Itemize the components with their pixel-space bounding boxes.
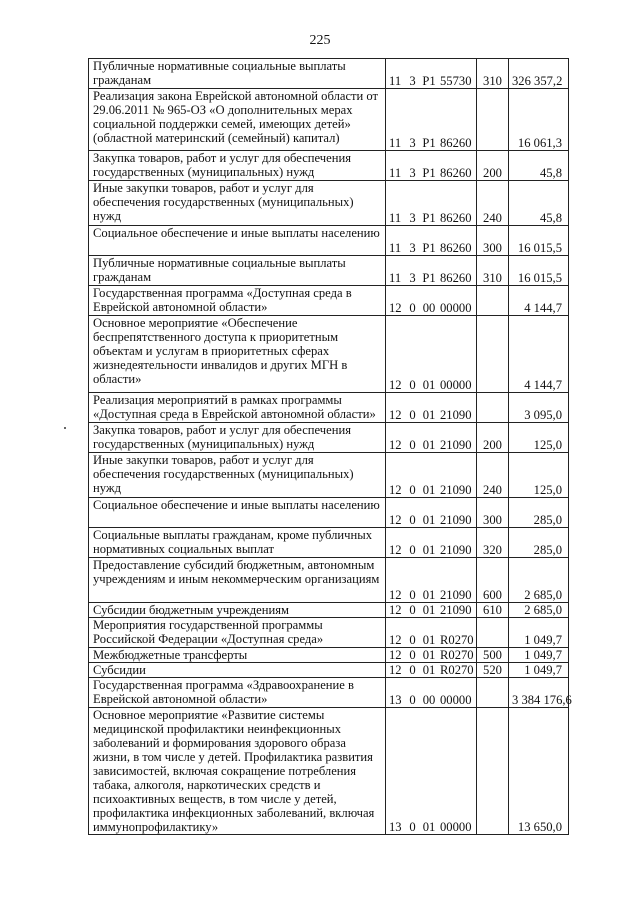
row-expense-type bbox=[477, 708, 509, 835]
code-part: Р1 bbox=[422, 271, 436, 285]
row-amount: 13 650,0 bbox=[509, 708, 569, 835]
row-code bbox=[386, 256, 477, 286]
table-row bbox=[89, 226, 569, 256]
code-part: 12 bbox=[389, 301, 402, 315]
code-part: Р1 bbox=[422, 74, 436, 88]
code-part: 01 bbox=[422, 603, 436, 617]
row-name: Межбюджетные трансферты bbox=[89, 648, 386, 663]
row-name: Основное мероприятие «Развитие системы медицинской профилактики неинфекционных заболеваний и формирования здорового образа жизни, в том числе у детей. Профилактика развития зависимостей, включая сокращение потребления табака, алкоголя, наркотических средств и психоактивных веществ, в том числе у детей, профилактика инфекционных заболеваний, включая иммунопрофилактику» bbox=[89, 708, 386, 835]
table-row bbox=[89, 181, 569, 226]
code-part: Р1 bbox=[422, 136, 436, 150]
row-code bbox=[386, 618, 477, 648]
row-expense-type: 610 bbox=[477, 603, 509, 618]
code-part: 0 bbox=[409, 483, 416, 497]
code-part: 11 bbox=[389, 241, 402, 255]
row-amount: 1 049,7 bbox=[509, 663, 569, 678]
row-name: Реализация мероприятий в рамках программы «Доступная среда в Еврейской автономной области» bbox=[89, 393, 386, 423]
code-part: 01 bbox=[422, 820, 436, 834]
table-row bbox=[89, 453, 569, 498]
table-row bbox=[89, 256, 569, 286]
code-part: 21090 bbox=[440, 513, 472, 527]
budget-table-body bbox=[89, 59, 572, 835]
row-amount: 16 015,5 bbox=[509, 256, 569, 286]
row-name: Иные закупки товаров, работ и услуг для обеспечения государственных (муниципальных) нужд bbox=[89, 453, 386, 498]
code-part: 21090 bbox=[440, 543, 472, 557]
code-part: 12 bbox=[389, 408, 402, 422]
code-part: 0 bbox=[409, 633, 416, 647]
code-part: 11 bbox=[389, 166, 402, 180]
code-part: 3 bbox=[409, 211, 416, 225]
row-code bbox=[386, 226, 477, 256]
code-part: 01 bbox=[422, 633, 436, 647]
code-part: 11 bbox=[389, 74, 402, 88]
row-name: Мероприятия государственной программы Российской Федерации «Доступная среда» bbox=[89, 618, 386, 648]
budget-table bbox=[88, 58, 572, 835]
row-name: Закупка товаров, работ и услуг для обеспечения государственных (муниципальных) нужд bbox=[89, 151, 386, 181]
row-code bbox=[386, 708, 477, 835]
row-expense-type: 200 bbox=[477, 423, 509, 453]
code-part: 86260 bbox=[440, 166, 472, 180]
code-part: 3 bbox=[409, 74, 416, 88]
row-code bbox=[386, 558, 477, 603]
row-name: Иные закупки товаров, работ и услуг для обеспечения государственных (муниципальных) нужд bbox=[89, 181, 386, 226]
table-row bbox=[89, 393, 569, 423]
code-part: 11 bbox=[389, 271, 402, 285]
code-part: 0 bbox=[409, 820, 416, 834]
table-row bbox=[89, 286, 569, 316]
code-part: 0 bbox=[409, 588, 416, 602]
row-code bbox=[386, 528, 477, 558]
code-part: 00000 bbox=[440, 301, 472, 315]
code-part: 01 bbox=[422, 378, 436, 392]
code-part: 00000 bbox=[440, 820, 472, 834]
table-row bbox=[89, 678, 569, 708]
table-row bbox=[89, 618, 569, 648]
row-expense-type: 320 bbox=[477, 528, 509, 558]
code-part: 00000 bbox=[440, 378, 472, 392]
code-part: 55730 bbox=[440, 74, 472, 88]
code-part: 3 bbox=[409, 166, 416, 180]
row-code bbox=[386, 603, 477, 618]
code-part: 21090 bbox=[440, 483, 472, 497]
code-part: 86260 bbox=[440, 271, 472, 285]
row-amount: 16 061,3 bbox=[509, 89, 569, 151]
code-part: 12 bbox=[389, 588, 402, 602]
row-amount: 125,0 bbox=[509, 453, 569, 498]
row-name: Социальные выплаты гражданам, кроме публичных нормативных социальных выплат bbox=[89, 528, 386, 558]
row-expense-type: 300 bbox=[477, 226, 509, 256]
code-part: 12 bbox=[389, 603, 402, 617]
code-part: 21090 bbox=[440, 588, 472, 602]
code-part: 01 bbox=[422, 543, 436, 557]
table-row bbox=[89, 59, 569, 89]
code-part: 3 bbox=[409, 136, 416, 150]
table-row bbox=[89, 151, 569, 181]
code-part: 13 bbox=[389, 693, 402, 707]
code-part: 00 bbox=[422, 693, 436, 707]
code-part: 21090 bbox=[440, 603, 472, 617]
row-name: Предоставление субсидий бюджетным, автономным учреждениям и иным некоммерческим организациям bbox=[89, 558, 386, 603]
row-name: Публичные нормативные социальные выплаты гражданам bbox=[89, 256, 386, 286]
row-amount: 3 095,0 bbox=[509, 393, 569, 423]
code-part: 0 bbox=[409, 603, 416, 617]
code-part: 0 bbox=[409, 543, 416, 557]
row-expense-type: 310 bbox=[477, 256, 509, 286]
row-expense-type: 520 bbox=[477, 663, 509, 678]
code-part: 0 bbox=[409, 663, 416, 677]
code-part: 12 bbox=[389, 663, 402, 677]
code-part: 0 bbox=[409, 513, 416, 527]
row-amount: 16 015,5 bbox=[509, 226, 569, 256]
code-part: 0 bbox=[409, 438, 416, 452]
code-part: 00000 bbox=[440, 693, 472, 707]
row-expense-type: 310 bbox=[477, 59, 509, 89]
table-row bbox=[89, 316, 569, 393]
scan-speck bbox=[64, 427, 66, 429]
code-part: 11 bbox=[389, 211, 402, 225]
row-expense-type: 600 bbox=[477, 558, 509, 603]
row-expense-type: 500 bbox=[477, 648, 509, 663]
code-part: 86260 bbox=[440, 136, 472, 150]
code-part: R0270 bbox=[440, 633, 474, 647]
code-part: 86260 bbox=[440, 211, 472, 225]
row-name: Субсидии бюджетным учреждениям bbox=[89, 603, 386, 618]
code-part: Р1 bbox=[422, 211, 436, 225]
code-part: 21090 bbox=[440, 438, 472, 452]
row-amount: 285,0 bbox=[509, 528, 569, 558]
code-part: Р1 bbox=[422, 241, 436, 255]
row-name: Реализация закона Еврейской автономной области от 29.06.2011 № 965-ОЗ «О дополнительных мерах социальной поддержки семей, имеющих детей» (областной материнский (семейный) капитал) bbox=[89, 89, 386, 151]
code-part: 00 bbox=[422, 301, 436, 315]
code-part: 86260 bbox=[440, 241, 472, 255]
table-row bbox=[89, 663, 569, 678]
row-amount: 4 144,7 bbox=[509, 316, 569, 393]
code-part: 01 bbox=[422, 588, 436, 602]
code-part: R0270 bbox=[440, 648, 474, 662]
row-expense-type: 200 bbox=[477, 151, 509, 181]
row-code bbox=[386, 59, 477, 89]
row-name: Основное мероприятие «Обеспечение беспрепятственного доступа к приоритетным объектам и услугам в приоритетных сферах жизнедеятельности инвалидов и других МГН в области» bbox=[89, 316, 386, 393]
code-part: 11 bbox=[389, 136, 402, 150]
row-name: Государственная программа «Доступная среда в Еврейской автономной области» bbox=[89, 286, 386, 316]
code-part: 0 bbox=[409, 301, 416, 315]
table-row bbox=[89, 89, 569, 151]
row-amount: 45,8 bbox=[509, 181, 569, 226]
row-amount: 326 357,2 bbox=[509, 59, 569, 89]
row-name: Социальное обеспечение и иные выплаты населению bbox=[89, 226, 386, 256]
row-amount: 285,0 bbox=[509, 498, 569, 528]
row-name: Публичные нормативные социальные выплаты гражданам bbox=[89, 59, 386, 89]
row-expense-type: 240 bbox=[477, 453, 509, 498]
row-code bbox=[386, 316, 477, 393]
row-code bbox=[386, 678, 477, 708]
code-part: Р1 bbox=[422, 166, 436, 180]
table-row bbox=[89, 528, 569, 558]
row-amount: 4 144,7 bbox=[509, 286, 569, 316]
row-name: Субсидии bbox=[89, 663, 386, 678]
code-part: 3 bbox=[409, 241, 416, 255]
code-part: 12 bbox=[389, 543, 402, 557]
row-amount: 45,8 bbox=[509, 151, 569, 181]
code-part: 12 bbox=[389, 483, 402, 497]
row-code bbox=[386, 151, 477, 181]
row-code bbox=[386, 498, 477, 528]
row-code bbox=[386, 423, 477, 453]
code-part: 12 bbox=[389, 438, 402, 452]
code-part: 01 bbox=[422, 513, 436, 527]
table-row bbox=[89, 648, 569, 663]
row-code bbox=[386, 393, 477, 423]
row-code bbox=[386, 453, 477, 498]
row-amount: 1 049,7 bbox=[509, 618, 569, 648]
code-part: 01 bbox=[422, 408, 436, 422]
table-row bbox=[89, 498, 569, 528]
code-part: 01 bbox=[422, 663, 436, 677]
code-part: 13 bbox=[389, 820, 402, 834]
code-part: 12 bbox=[389, 648, 402, 662]
row-name: Закупка товаров, работ и услуг для обеспечения государственных (муниципальных) нужд bbox=[89, 423, 386, 453]
code-part: 0 bbox=[409, 693, 416, 707]
row-name: Социальное обеспечение и иные выплаты населению bbox=[89, 498, 386, 528]
row-code bbox=[386, 663, 477, 678]
row-code bbox=[386, 648, 477, 663]
code-part: R0270 bbox=[440, 663, 474, 677]
code-part: 0 bbox=[409, 648, 416, 662]
page-number: 225 bbox=[309, 33, 331, 48]
table-row bbox=[89, 423, 569, 453]
row-code bbox=[386, 89, 477, 151]
code-part: 0 bbox=[409, 408, 416, 422]
table-row bbox=[89, 708, 569, 835]
row-amount: 2 685,0 bbox=[509, 558, 569, 603]
code-part: 01 bbox=[422, 438, 436, 452]
code-part: 3 bbox=[409, 271, 416, 285]
row-expense-type: 300 bbox=[477, 498, 509, 528]
code-part: 12 bbox=[389, 633, 402, 647]
row-expense-type: 240 bbox=[477, 181, 509, 226]
code-part: 01 bbox=[422, 483, 436, 497]
row-code bbox=[386, 286, 477, 316]
row-code bbox=[386, 181, 477, 226]
row-amount: 1 049,7 bbox=[509, 648, 569, 663]
code-part: 01 bbox=[422, 648, 436, 662]
code-part: 12 bbox=[389, 378, 402, 392]
row-name: Государственная программа «Здравоохранение в Еврейской автономной области» bbox=[89, 678, 386, 708]
row-amount: 125,0 bbox=[509, 423, 569, 453]
table-row bbox=[89, 558, 569, 603]
code-part: 0 bbox=[409, 378, 416, 392]
table-row bbox=[89, 603, 569, 618]
code-part: 21090 bbox=[440, 408, 472, 422]
code-part: 12 bbox=[389, 513, 402, 527]
row-amount: 2 685,0 bbox=[509, 603, 569, 618]
row-amount: 3 384 176,6 bbox=[509, 678, 569, 708]
